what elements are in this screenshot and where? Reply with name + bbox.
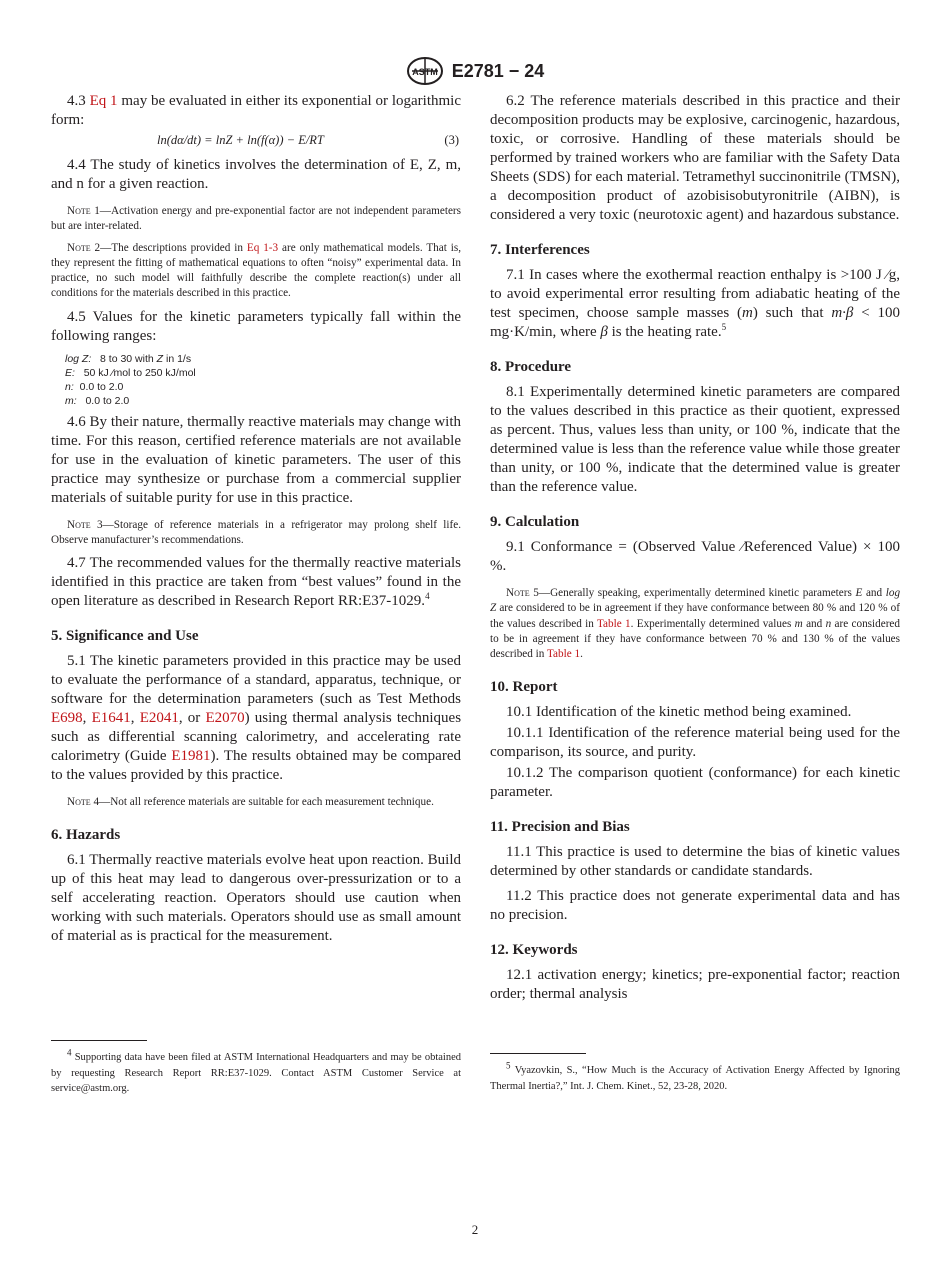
section-7-title: 7. Interferences — [490, 242, 590, 258]
table1-link-2[interactable]: Table 1 — [546, 648, 581, 661]
para-5-1: 5.1 The kinetic parameters provided in this practice may be used to evaluate the performance of a standard, apparatus, technique, or software for the determination parameters (such as Test Methods E698, E1641, E2041, or E2070) using thermal analysis techniques such as differential scanning calorimetry, and accelerating rate calorimetry (Guide E1981). The results obtained may be compared to the values provided by this practice. — [51, 653, 462, 784]
right-column — [490, 92, 900, 1004]
para-8-1: 8.1 Experimentally determined kinetic parameters are compared to the values described in this practice as their quotient, expressed as percent. Thus, values less than unity, or 100 %, indicate that the determined value is less than the reference value while those greater than unity, or 100 %, indicate that the determined value is greater than the reference value. — [490, 384, 900, 495]
para-11-1: 11.1 This practice is used to determine the bias of kinetic values determined by other standards or candidate standards. — [490, 844, 900, 880]
para-6-2: 6.2 The reference materials described in this practice and their decomposition products may be explosive, carcinogenic, hazardous, toxic, or corrosive. Handling of these materials should be performed by trained workers who are familiar with the Safety Data Sheets (SDS) for each material. Tetramethyl succinonitrile (TMSN), a decomposition product of azobisisobutyronitrile (AIBN), is considered a very toxic (neurotoxic agent) and hazardous substance. — [490, 93, 900, 223]
range-m: m: 0.0 to 2.0 — [65, 395, 130, 408]
para-7-1: 7.1 In cases where the exothermal reaction enthalpy is >100 J ⁄g, to avoid experimental error resulting from adiabatic heating of the test specimen, choose sample masses (m) such that m·β < 100 mg·K/min, where β is the heating rate.$^5$ — [490, 267, 900, 340]
section-6-title: 6. Hazards — [51, 827, 121, 844]
astm-logo-icon — [406, 56, 444, 86]
footnote-rule-left — [51, 1040, 147, 1041]
footnote-4: $^4$ Supporting data have been filed at ASTM International Headquarters and may be obtained by requesting Research Report RR:E37-1029. Contact ASTM Customer Service at service@astm.org. — [51, 1047, 461, 1094]
para-6-1: 6.1 Thermally reactive materials evolve heat upon reaction. Build up of this heat may lead to dangerous over-pressurization or to a self accelerating reaction. Operators should use caution when working with such materials. Operators should use as small amount of material as is practical for the measurement. — [51, 852, 461, 945]
section-9-title: 9. Calculation — [490, 514, 580, 530]
section-10-title: 10. Report — [490, 679, 558, 696]
para-10-1-2: 10.1.2 The comparison quotient (conformance) for each kinetic parameter. — [490, 765, 900, 801]
para-11-2: 11.2 This practice does not generate experimental data and has no precision. — [490, 888, 900, 924]
e1981-link[interactable]: E1981 — [171, 748, 211, 765]
footnote-rule-right — [490, 1053, 586, 1054]
section-12-title: 12. Keywords — [490, 942, 578, 959]
standard-code: E2781 − 24 — [451, 60, 545, 81]
e698-link[interactable]: E698 — [51, 710, 83, 727]
para-12-1: 12.1 activation energy; kinetics; pre-exponential factor; reaction order; thermal analysis — [490, 967, 900, 1003]
eq1-link[interactable]: Eq 1 — [89, 93, 118, 109]
e1641-link[interactable]: E1641 — [91, 710, 131, 727]
para-4-5: 4.5 Values for the kinetic parameters typically fall within the following ranges: — [51, 308, 461, 344]
section-8-title: 8. Procedure — [490, 359, 572, 375]
note-1: Note 1—Activation energy and pre-exponential factor are not independent parameters but are inter-related. — [51, 205, 461, 233]
para-9-1: 9.1 Conformance = (Observed Value ⁄Referenced Value) × 100 %. — [490, 539, 900, 574]
range-logz: log Z: 8 to 30 with Z in 1/s — [65, 352, 192, 365]
footnote-ref-4: 4 — [425, 591, 430, 602]
left-column — [51, 92, 461, 946]
page-number: 2 — [471, 1222, 479, 1237]
note-2: Note 2—The descriptions provided in Eq 1-3 are only mathematical models. That is, they represent the fitting of mathematical equations to often “noisy” experimental data. In practice, no such model will faithfully describe the complete reaction(s) under all conditions for the materials described in this practice. — [51, 241, 462, 300]
para-4-6: 4.6 By their nature, thermally reactive materials may change with time. For this reason, certified reference materials are not available for use in the evaluation of kinetic parameters. The user of this practice may synthesize or purchase from a commercial supplier materials of suitable purity for use in this practice. — [51, 413, 461, 506]
range-n: n: 0.0 to 2.0 — [65, 381, 124, 394]
para-4-3: 4.3 Eq 1 may be evaluated in either its exponential or logarithmic form: — [51, 93, 462, 128]
equation-body: ln(dα/dt) = lnZ + ln(f(α)) − E/RT — [157, 133, 324, 147]
footnote-ref-5: 5 — [721, 322, 727, 332]
note-4: Note 4—Not all reference materials are suitable for each measurement technique. — [67, 796, 434, 809]
footnote-5: $^5$ Vyazovkin, S., “How Much is the Accuracy of Activation Energy Affected by Ignoring Thermal Inertia?,” Int. J. Chem. Kinet., 52, 23-28, 2020. — [490, 1060, 901, 1092]
para-10-1: 10.1 Identification of the kinetic method being examined. — [506, 704, 852, 721]
range-e: E: 50 kJ ⁄mol to 250 kJ/mol — [65, 366, 196, 379]
parameter-ranges — [65, 352, 461, 409]
note-5: Note 5—Generally speaking, experimentally determined kinetic parameters E and log Z are considered to be in agreement if they have conformance between 80 % and 120 % of the values described in Table 1. Experimentally determined values m and n are considered to be in agreement if they have conformance between 70 % and 130 % of the values described in Table 1. — [490, 587, 901, 661]
para-4-7: 4.7 The recommended values for the thermally reactive materials identified in this practice are taken from “best values” found in the open literature as described in Research Report RR:E37-1029.$^4$ — [51, 555, 461, 610]
para-4-4: 4.4 The study of kinetics involves the determination of E, Z, m, and n for a given reaction. — [51, 157, 461, 192]
table1-link[interactable]: Table 1 — [596, 617, 631, 630]
note-3: Note 3—Storage of reference materials in a refrigerator may prolong shelf life. Observe manufacturer’s recommendations. — [51, 518, 461, 546]
page-header — [0, 56, 950, 86]
section-5-title: 5. Significance and Use — [51, 628, 199, 645]
e2041-link[interactable]: E2041 — [139, 710, 179, 727]
equation-number: (3) — [444, 133, 459, 147]
para-10-1-1: 10.1.1 Identification of the reference material being used for the comparison, its source, and purity. — [490, 725, 900, 761]
astm-logo-text: ASTM — [411, 67, 438, 77]
e2070-link[interactable]: E2070 — [205, 710, 245, 727]
eq1-3-link[interactable]: Eq 1-3 — [246, 241, 279, 254]
section-11-title: 11. Precision and Bias — [490, 819, 630, 836]
equation-3 — [51, 132, 461, 154]
